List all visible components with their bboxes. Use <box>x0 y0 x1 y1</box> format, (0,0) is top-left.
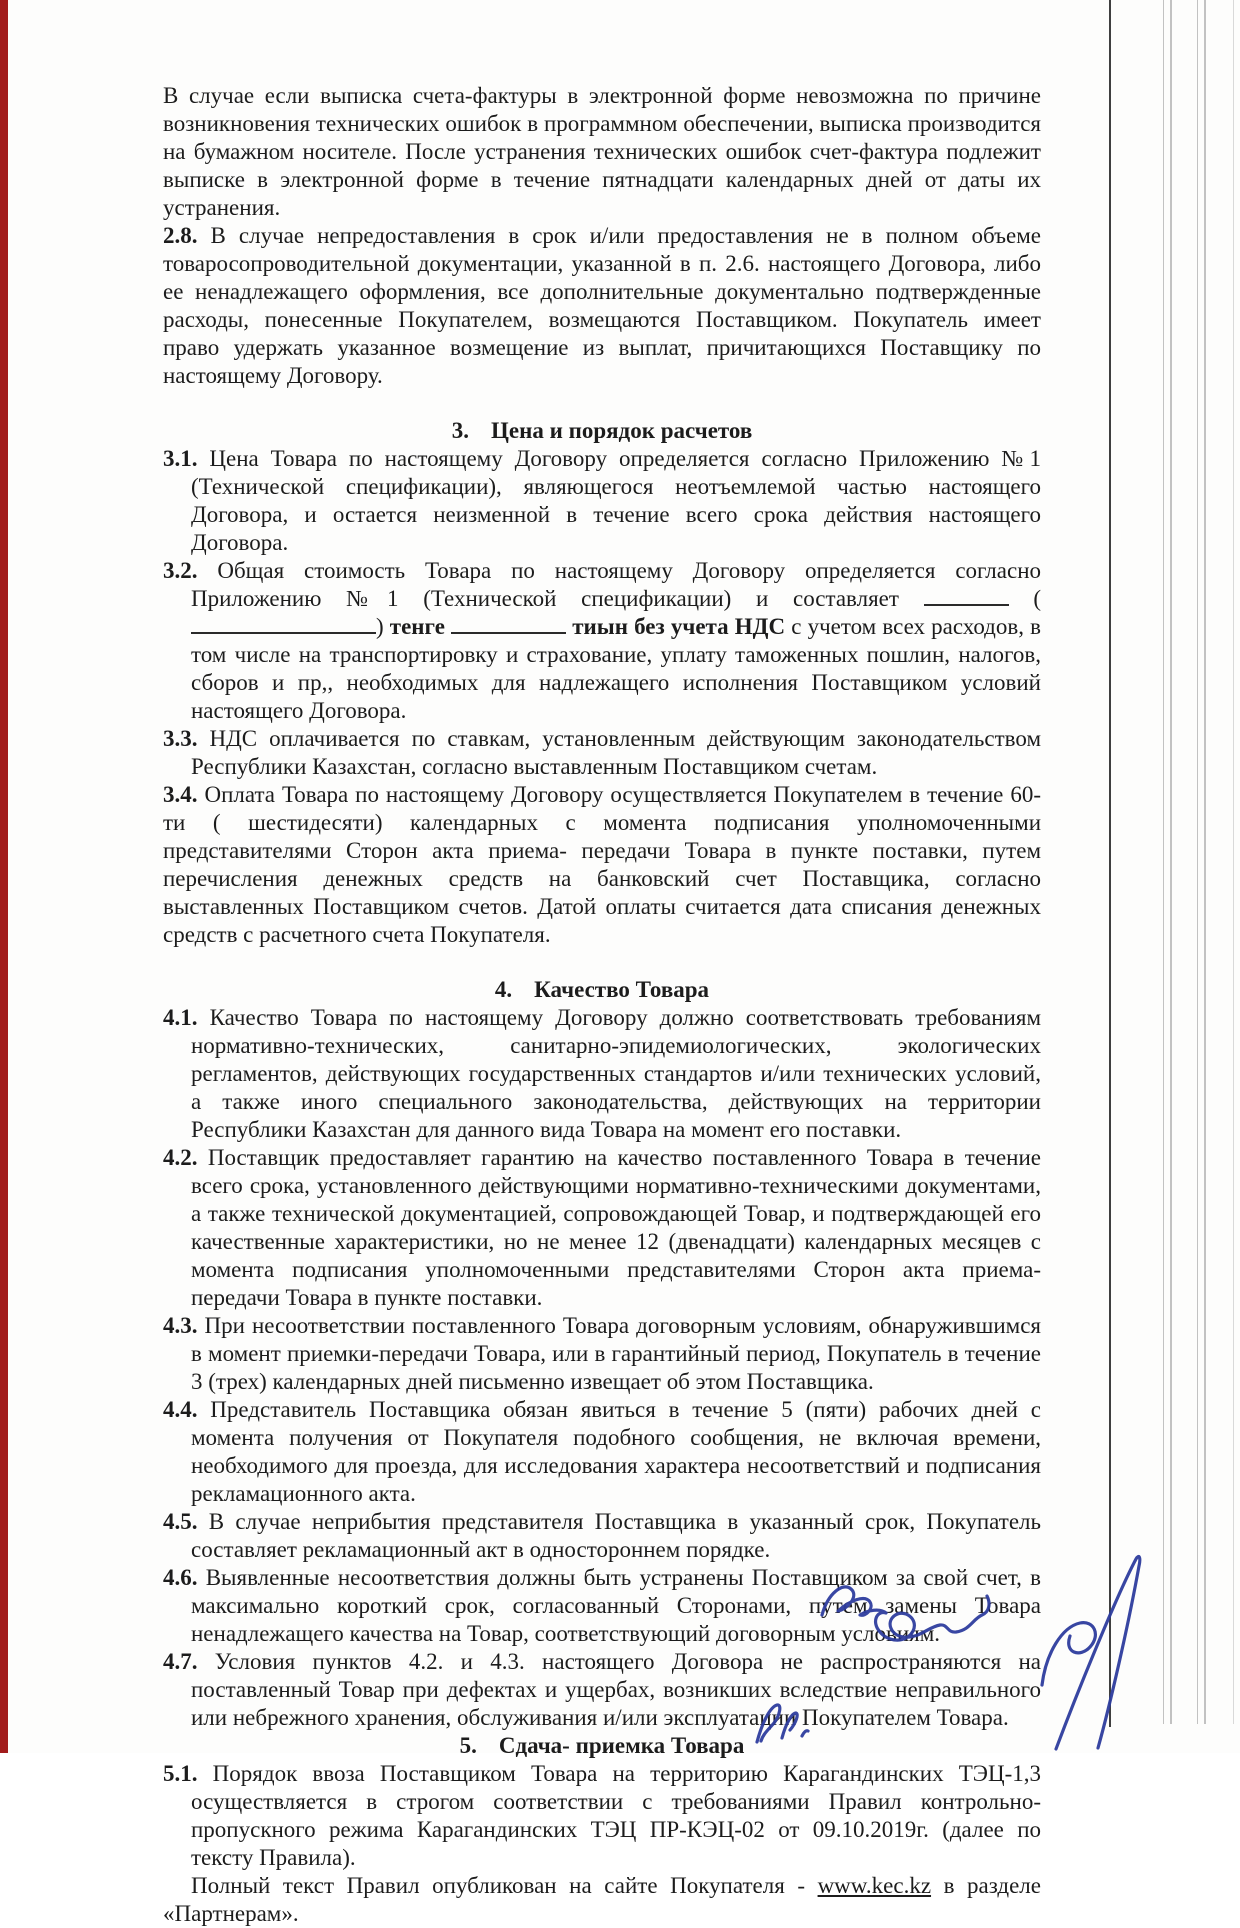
text-run: Оплата Товара по настоящему Договору осуществляется Покупателем в течение 60-ти ( шестидесяти) календарных с момента подписания уполномоченными представителями Сторон акта приема- передачи Товара в пункте поставки, путем перечисления денежных средств на банковский счет Поставщика, согласно выставленных Поставщиком счетов. Датой оплаты считается дата списания денежных средств с расчетного счета Покупателя. <box>163 782 1041 947</box>
clause-number: 5.1. <box>163 1761 213 1786</box>
intro-paragraph <box>163 82 1041 222</box>
scan-line-light-5 <box>1233 0 1234 1724</box>
clause-number: 4.2. <box>163 1145 208 1170</box>
text-run: с учетом всех расходов, в том числе на транспортировку и страхование, уплату таможенных пошлин, налогов, сборов и пр,, необходимых для надлежащего исполнения Поставщиком условий настоящего Договора. <box>191 614 1041 723</box>
clause-number: 4.1. <box>163 1005 210 1030</box>
text-run: Общая стоимость Товара по настоящему Договору определяется согласно Приложению №1 (Технической спецификации) и составляет <box>191 558 1042 611</box>
text-run: В случае если выписка счета-фактуры в электронной форме невозможна по причине возникновения технических ошибок в программном обеспечении, выписка производится на бумажном носителе. После устранения технических ошибок счет-фактура подлежит выписке в электронной форме в течение пятнадцати календарных дней от даты их устранения. <box>163 83 1041 220</box>
text-run: Представитель Поставщика обязан явиться в течение 5 (пяти) рабочих дней с момента получения от Покупателя подобного сообщения, не включая времени, необходимого для проезда, для исследования характера несоответствий и подписания рекламационного акта. <box>191 1397 1041 1506</box>
tiyn-blank <box>451 614 566 634</box>
signature-icon <box>690 1535 1190 1755</box>
clause-4-2 <box>163 1144 1041 1312</box>
amount-blank <box>924 586 1009 606</box>
scan-line-dark <box>1109 0 1111 1727</box>
clause-number: 4.5. <box>163 1509 209 1534</box>
scan-line-light-3 <box>1197 0 1198 1724</box>
text-run: В случае неприбытия представителя Поставщика в указанный срок, Покупатель составляет рекламационный акт в одностороннем порядке. <box>191 1509 1042 1562</box>
heading-title: Цена и порядок расчетов <box>490 418 753 443</box>
clause-number: 3.3. <box>163 726 210 751</box>
section-4-heading <box>163 976 1041 1004</box>
website-link: www.kec.kz <box>817 1873 932 1898</box>
text-run: Полный текст Правил опубликован на сайте Покупателя - <box>191 1873 818 1898</box>
text-run: ) <box>376 614 390 639</box>
clause-3-3 <box>163 725 1041 781</box>
clause-3-4 <box>163 781 1041 949</box>
clause-3-2 <box>163 557 1041 725</box>
scan-line-light-4 <box>1204 0 1206 1724</box>
text-run: Поставщик предоставляет гарантию на качество поставленного Товара в течение всего срока, установленного действующими нормативно-техническими документами, а также технической документацией, сопровождающей Товар, и подтверждающей его качественные характеристики, но не менее 12 (двенадцати) календарных месяцев с момента подписания уполномоченными представителями Сторон акта приема-передачи Товара в пункте поставки. <box>191 1145 1041 1310</box>
clause-number: 3.1. <box>163 446 210 471</box>
text-run: НДС оплачивается по ставкам, установленным действующим законодательством Республики Казахстан, согласно выставленным Поставщиком счетам. <box>191 726 1041 779</box>
text-run: Цена Товара по настоящему Договору определяется согласно Приложению №1 (Технической спецификации), являющегося неотъемлемой частью настоящего Договора, и остается неизменной в течение всего срока действия настоящего Договора. <box>191 446 1041 555</box>
heading-title: Качество Товара <box>534 977 710 1002</box>
clause-number: 3.2. <box>163 558 218 583</box>
red-margin-line <box>0 0 8 1753</box>
clause-4-3 <box>163 1312 1041 1396</box>
clause-number: 4.6. <box>163 1565 206 1590</box>
text-run: Порядок ввоза Поставщиком Товара на территорию Карагандинских ТЭЦ-1,3 осуществляется в строгом соответствии с требованиями Правил контрольно-пропускного режима Карагандинских ТЭЦ ПР-КЭЦ-02 от 09.10.2019г. (далее по тексту Правила). <box>191 1761 1041 1870</box>
clause-number: 4.4. <box>163 1397 211 1422</box>
heading-number: 5. <box>459 1733 477 1758</box>
text-run: тенге <box>389 614 445 639</box>
clause-number: 2.8. <box>163 223 211 248</box>
text-run: При несоответствии поставленного Товара договорным условиям, обнаружившимся в момент приемки-передачи Товара, или в гарантийный период, Покупатель в течение 3 (трех) календарных дней письменно извещает об этом Поставщика. <box>191 1313 1042 1394</box>
text-run: В случае непредоставления в срок и/или предоставления не в полном объеме товаросопроводительной документации, указанной в п. 2.6. настоящего Договора, либо ее ненадлежащего оформления, все дополнительные документально подтвержденные расходы, понесенные Покупателем, возмещаются Поставщиком. Покупатель имеет право удержать указанное возмещение из выплат, причитающихся Поставщику по настоящему Договору. <box>163 223 1041 388</box>
clause-4-4 <box>163 1396 1041 1508</box>
heading-number: 4. <box>494 977 513 1002</box>
scan-line-light-1 <box>1163 0 1164 1724</box>
clause-number: 4.7. <box>163 1649 215 1674</box>
heading-title: Сдача- приемка Товара <box>498 1733 745 1758</box>
clause-3-1 <box>163 445 1041 557</box>
text-run: ( <box>1008 586 1041 611</box>
text-run: Качество Товара по настоящему Договору должно соответствовать требованиям нормативно-технических, санитарно-эпидемиологических, экологических регламентов, действующих государственных стандартов и/или технических условий, а также иного специального законодательства, действующих на территории Республики Казахстан для данного вида Товара на момент его поставки. <box>191 1005 1041 1142</box>
clause-5-1-subparagraph <box>163 1872 1041 1928</box>
heading-number: 3. <box>451 418 469 443</box>
amount-words-blank <box>191 614 376 634</box>
text-run: Выявленные несоответствия должны быть устранены Поставщиком за свой счет, в максимально короткий срок, согласованный Сторонами, путем замены Товара ненадлежащего качества на Товар, соответствующий договорным условиям. <box>191 1565 1042 1646</box>
clause-4-1 <box>163 1004 1041 1144</box>
text-run: Условия пунктов 4.2. и 4.3. настоящего Договора не распространяются на поставленный Товар при дефектах и ущербах, возникших вследствие неправильного или небрежного хранения, обслуживания и/или эксплуатации Покупателем Товара. <box>191 1649 1041 1730</box>
scan-line-light-2 <box>1170 0 1172 1724</box>
clause-2-8 <box>163 222 1041 390</box>
section-3-heading <box>163 417 1041 445</box>
clause-5-1 <box>163 1760 1041 1872</box>
text-run: тиын без учета НДС <box>572 614 786 639</box>
text-run: в разделе «Партнерам». <box>163 1873 1041 1926</box>
clause-number: 3.4. <box>163 782 205 807</box>
clause-number: 4.3. <box>163 1313 205 1338</box>
